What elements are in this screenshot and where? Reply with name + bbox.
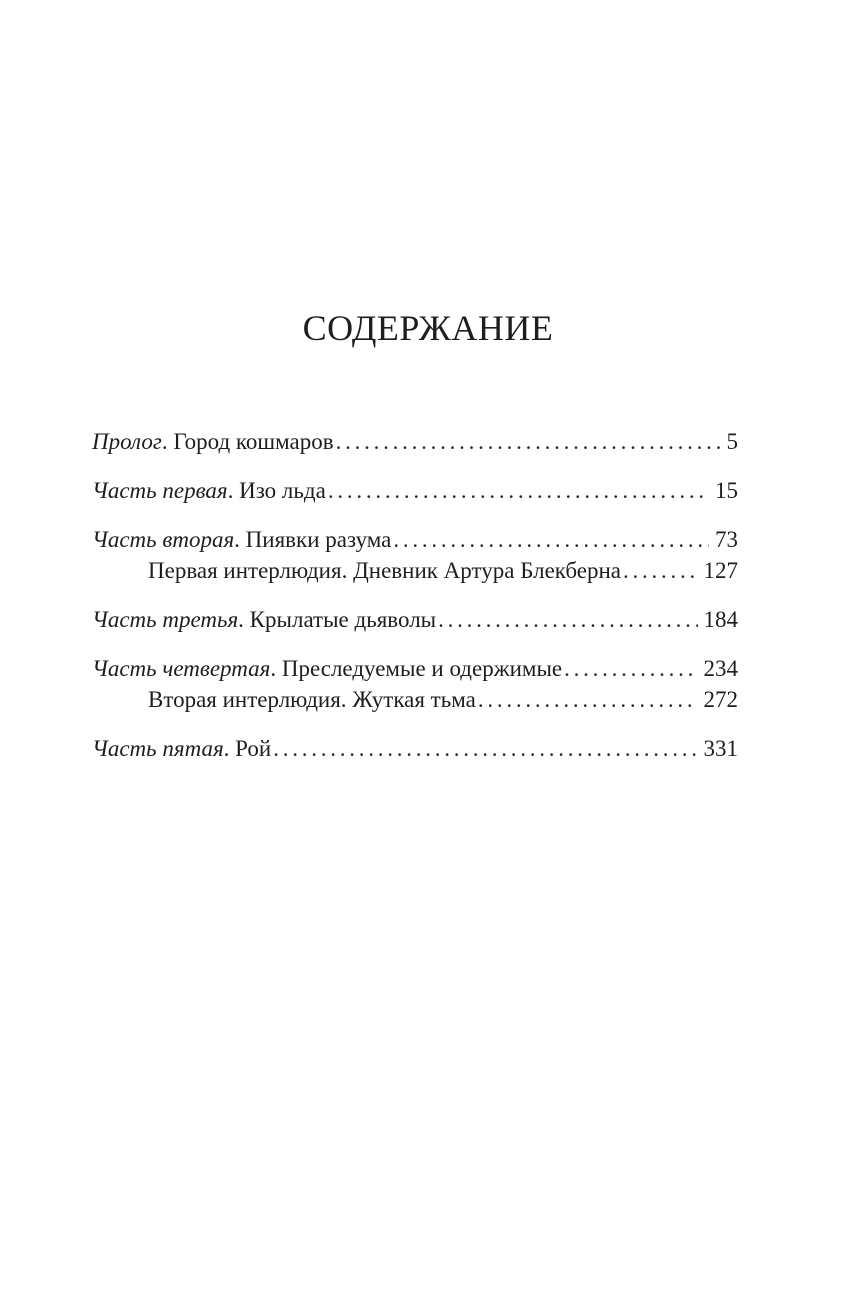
page-number: 234 <box>703 656 738 681</box>
chapter-title: Пиявки разума <box>239 527 392 552</box>
page-title: СОДЕРЖАНИЕ <box>302 308 554 348</box>
toc-entry-label <box>148 685 476 715</box>
page-number: 184 <box>703 607 738 632</box>
part-name: Часть четвертая <box>92 656 271 681</box>
toc-entry-prologue <box>92 427 738 457</box>
separator: . <box>234 527 240 552</box>
part-name: Пролог <box>92 429 162 454</box>
chapter-title: Город кошмаров <box>167 429 334 454</box>
dot-leader <box>273 734 697 764</box>
toc-entry-interlude-1 <box>148 556 738 586</box>
chapter-title: Преследуемые и одержимые <box>276 656 563 681</box>
part-name: Часть пятая <box>92 736 224 761</box>
part-name: Часть первая <box>92 478 228 503</box>
chapter-title: Рой <box>229 736 272 761</box>
toc-entry-label <box>92 525 391 555</box>
toc-entry-part-1 <box>92 476 738 506</box>
toc-entry-part-3 <box>92 605 738 635</box>
toc-entry-label <box>148 556 621 586</box>
page-number: 331 <box>703 736 738 761</box>
dot-leader <box>438 605 697 635</box>
separator: . <box>227 478 234 503</box>
separator: . <box>161 429 168 454</box>
separator: . <box>223 736 230 761</box>
dot-leader <box>328 476 709 506</box>
toc-entry-label <box>92 605 436 635</box>
page-number: 5 <box>726 429 738 454</box>
toc-entry-interlude-2 <box>148 685 738 715</box>
toc-entry-label <box>92 654 562 684</box>
toc-entry-part-4 <box>92 654 738 684</box>
toc-entry-label <box>92 734 271 764</box>
separator: . <box>238 607 244 632</box>
chapter-title: Первая интерлюдия. Дневник Артура Блекберна <box>148 558 622 583</box>
page-number: 15 <box>715 478 738 503</box>
toc-entry-label <box>92 476 326 506</box>
page-number: 73 <box>715 527 738 552</box>
chapter-title: Изо льда <box>233 478 326 503</box>
dot-leader <box>478 685 698 715</box>
toc-entry-part-2 <box>92 525 738 555</box>
chapter-title: Крылатые дьяволы <box>243 607 437 632</box>
page-number: 272 <box>703 687 738 712</box>
part-name: Часть третья <box>92 607 239 632</box>
toc-entry-part-5 <box>92 734 738 764</box>
dot-leader <box>564 654 697 684</box>
dot-leader <box>393 525 709 555</box>
part-name: Часть вторая <box>92 527 235 552</box>
page-number: 127 <box>703 558 738 583</box>
dot-leader <box>623 556 697 586</box>
toc-entry-label <box>92 427 334 457</box>
chapter-title: Вторая интерлюдия. Жуткая тьма <box>148 687 476 712</box>
separator: . <box>270 656 277 681</box>
dot-leader <box>336 427 721 457</box>
